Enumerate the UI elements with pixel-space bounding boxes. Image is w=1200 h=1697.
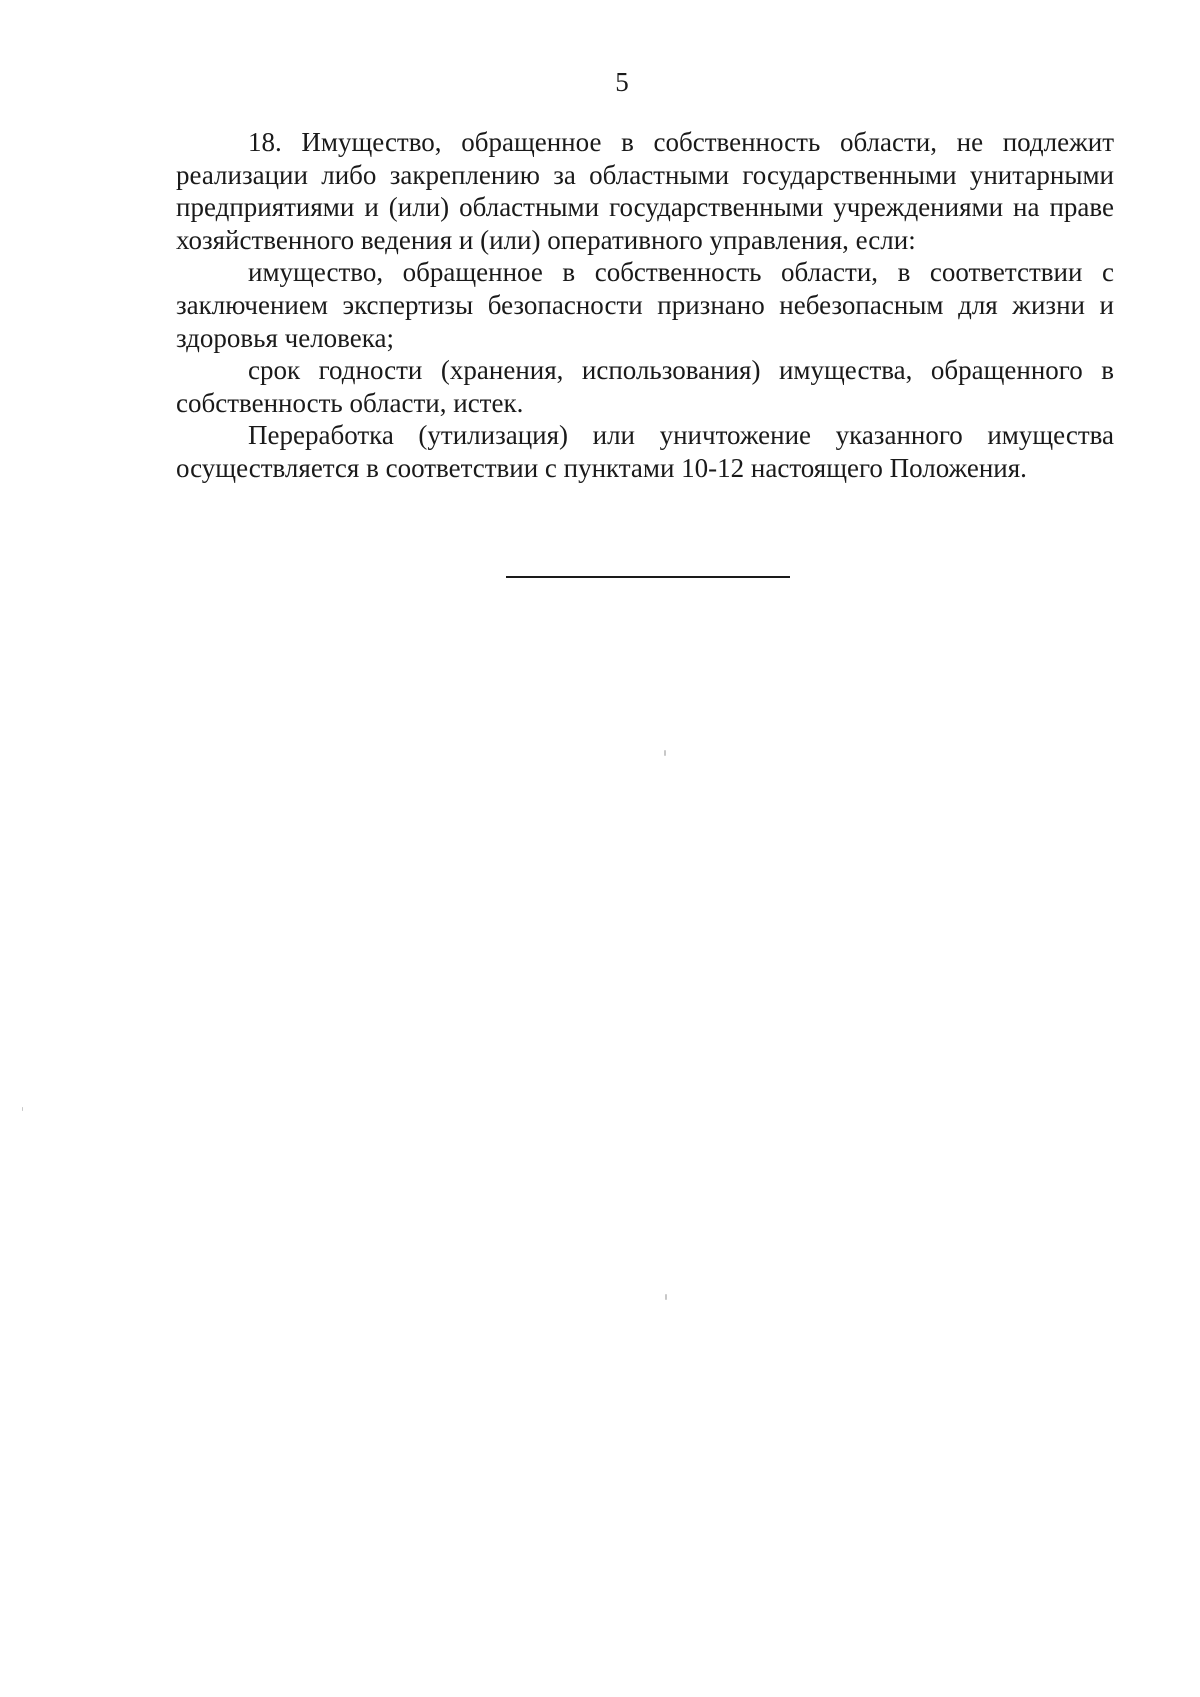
paragraph-clause-18: 18. Имущество, обращенное в собственность области, не подлежит реализации либо закреплению за областными государственными унитарными предприятиями и (или) областными государственными учреждениями на праве хозяйственного ведения и (или) оперативного управления, если:	[176, 127, 1114, 255]
scan-speck	[664, 750, 666, 756]
end-separator-line	[506, 576, 790, 578]
paragraph-condition-unsafe: имущество, обращенное в собственность области, в соответствии с заключением экспертизы безопасности признано небезопасным для жизни и здоровья человека;	[176, 257, 1114, 353]
scan-speck	[665, 1294, 667, 1300]
document-body	[176, 126, 1114, 485]
paragraph-disposal: Переработка (утилизация) или уничтожение указанного имущества осуществляется в соответствии с пунктами 10-12 настоящего Положения.	[176, 420, 1114, 483]
scan-speck	[22, 1107, 23, 1111]
page-number: 5	[615, 67, 629, 97]
paragraph-condition-expired: срок годности (хранения, использования) имущества, обращенного в собственность области, истек.	[176, 355, 1114, 418]
